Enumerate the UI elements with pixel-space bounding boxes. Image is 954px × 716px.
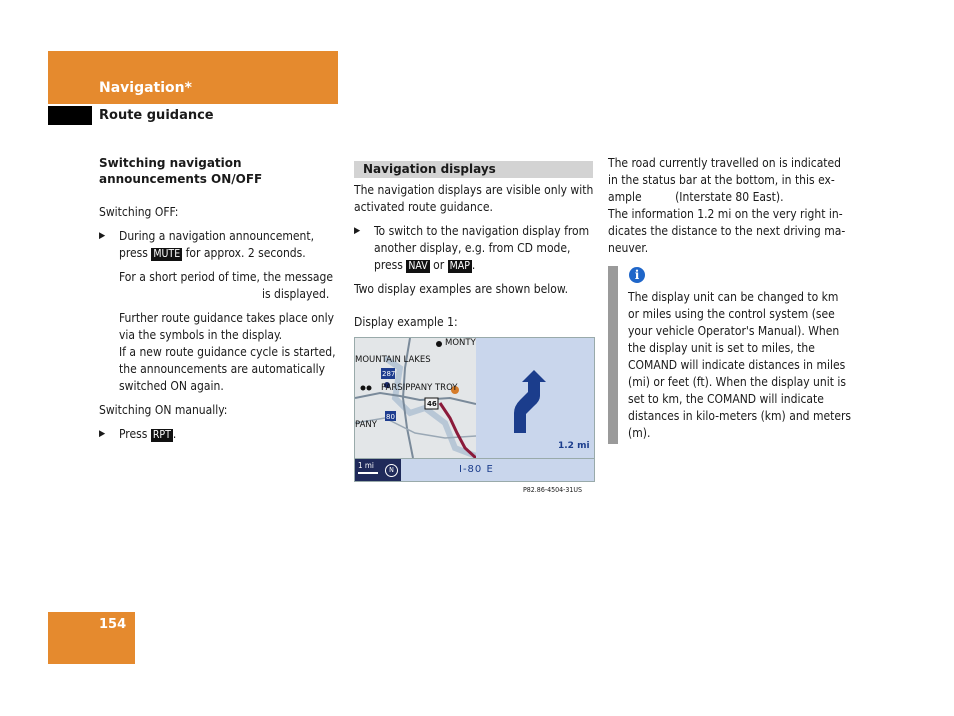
- note-symbols: Further route guidance takes place only via the symbols in the display.: [119, 311, 335, 342]
- map-key: MAP: [449, 260, 470, 272]
- nav-key: NAV: [408, 260, 428, 272]
- bullet-mute: ▶ During a navigation announcement, press MUTE for approx. 2 seconds.: [99, 229, 315, 260]
- examples-text: Two display examples are shown below.: [354, 282, 569, 296]
- scale-indicator: 1 mi N: [355, 459, 401, 482]
- info-icon: i: [629, 267, 645, 283]
- navigation-display-image: [354, 337, 595, 482]
- map-label-monty: MONTY: [445, 338, 476, 348]
- navigation-displays-heading: Navigation displays: [354, 161, 593, 178]
- map-area: [355, 338, 476, 458]
- turn-arrow-icon: [476, 338, 594, 458]
- mute-key: MUTE: [153, 248, 181, 260]
- switching-on-label: Switching ON manually:: [99, 403, 228, 417]
- note-restart: If a new route guidance cycle is started, the announcements are automatically switched ON again.: [119, 345, 336, 393]
- header-bar: [48, 51, 338, 104]
- turn-indicator-panel: [476, 338, 594, 458]
- subsection-title: Route guidance: [99, 108, 214, 123]
- compass-icon: N: [385, 464, 398, 477]
- map-label-pany: PANY: [355, 420, 377, 430]
- intro-text: The navigation displays are visible only with activated route guidance.: [354, 183, 594, 214]
- status-bar-description: The road currently travelled on is indicated in the status bar at the bottom, in this ex-ample (Interstate 80 East).: [608, 156, 842, 204]
- left-column: [99, 155, 339, 443]
- road-name: I-80 E: [459, 464, 494, 475]
- subsection-marker: [48, 106, 92, 125]
- image-caption: P82.86-4504-31US: [523, 486, 583, 494]
- distance-description: The information 1.2 mi on the very right in-dicates the distance to the next driving ma-neuver.: [608, 207, 846, 255]
- distance-readout: 1.2 mi: [558, 441, 590, 451]
- status-bar: [355, 458, 594, 482]
- right-column: [608, 155, 852, 257]
- map-label-mountain-lakes: MOUNTAIN LAKES: [355, 355, 431, 365]
- shield-80: 80: [386, 413, 395, 421]
- bullet-nav: ▶ To switch to the navigation display from another display, e.g. from CD mode, press NAV or MAP .: [354, 224, 590, 272]
- section-title: Navigation*: [99, 80, 192, 96]
- switching-off-label: Switching OFF:: [99, 205, 179, 219]
- bullet-arrow-icon: ▶: [99, 231, 106, 241]
- bullet-arrow-icon: ▶: [354, 226, 361, 236]
- bullet-rpt: ▶ Press RPT .: [99, 427, 177, 441]
- shield-287: 287: [382, 370, 396, 378]
- note-message: For a short period of time, the message is displayed.: [119, 270, 334, 301]
- middle-column: [354, 161, 594, 495]
- info-side-bar: [608, 266, 618, 444]
- example-label: Display example 1:: [354, 315, 458, 329]
- announcements-heading: Switching navigation announcements ON/OFF: [99, 156, 263, 186]
- map-label-parsippany: PARSIPPANY TROY: [381, 383, 458, 393]
- bullet-arrow-icon: ▶: [99, 429, 106, 439]
- info-text: The display unit can be changed to km or miles using the control system (see your vehicle Operator's Manual). When the display unit is set to miles, the COMAND will indicate distances in miles (mi) or feet (ft). When the display unit is set to km, the COMAND will indicate distances in kilo-meters (km) and meters (m).: [628, 290, 852, 440]
- rpt-key: RPT: [152, 429, 171, 441]
- info-box: [608, 266, 852, 444]
- shield-46: 46: [427, 400, 437, 408]
- page-number: 154: [99, 617, 127, 632]
